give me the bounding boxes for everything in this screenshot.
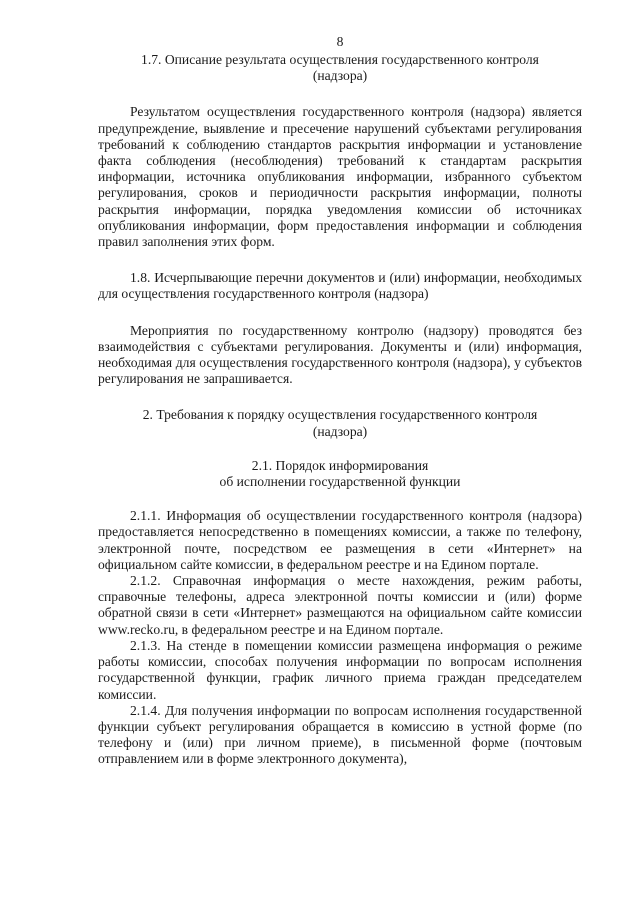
section-2-heading-line2: (надзора) xyxy=(312,423,368,439)
section-1-7-heading-line2: (надзора) xyxy=(312,68,368,84)
section-2-1-heading-line1: 2.1. Порядок информирования xyxy=(251,457,429,473)
paragraph-2-1-2: 2.1.2. Справочная информация о месте нахождения, режим работы, справочные телефоны, адреса электронной почты комиссии и (или) форме обратной связи в сети «Интернет» размещаются на официальном сайте комиссии www.recko.ru, в федеральном реестре и на Едином портале. xyxy=(98,573,582,637)
page-number: 8 xyxy=(336,34,344,49)
section-1-8-paragraph: Мероприятия по государственному контролю (надзору) проводятся без взаимодействия с субъектами регулирования. Документы и (или) информация, необходимая для осуществления государственного контроля (надзора), у субъектов регулирования не запрашивается. xyxy=(98,322,582,387)
section-2-1-heading-line2: об исполнении государственной функции xyxy=(219,474,461,490)
section-1-7-paragraph: Результатом осуществления государственного контроля (надзора) является предупреждение, выявление и пресечение нарушений субъектами регулирования требований к соблюдению стандартов раскрытия информации и установление факта соблюдения (несоблюдения) требований к стандартам раскрытия информации, источника опубликования информации, избранного субъектом регулирования, сроков и периодичности раскрытия информации, полноты раскрытия информации, порядка уведомления комиссии об источниках опубликования информации, форм предоставления информации и соблюдения правил заполнения этих форм. xyxy=(98,104,582,250)
section-2-heading-line1: 2. Требования к порядку осуществления государственного контроля xyxy=(142,407,538,423)
document-page xyxy=(98,34,582,768)
section-1-7-heading-line1: 1.7. Описание результата осуществления государственного контроля xyxy=(141,52,539,67)
paragraph-2-1-4: 2.1.4. Для получения информации по вопросам исполнения государственной функции субъект регулирования обращается в комиссию в устной форме (по телефону и (или) при личном приеме), в письменной форме (почтовым отправлением или в форме электронного документа), xyxy=(98,702,582,767)
section-1-8-heading: 1.8. Исчерпывающие перечни документов и (или) информации, необходимых для осуществления государственного контроля (надзора) xyxy=(98,270,582,302)
paragraph-2-1-3: 2.1.3. На стенде в помещении комиссии размещена информация о режиме работы комиссии, способах получения информации по вопросам исполнения государственной функции, график личного приема граждан председателем комиссии. xyxy=(98,637,582,702)
paragraph-2-1-1: 2.1.1. Информация об осуществлении государственного контроля (надзора) предоставляется непосредственно в помещениях комиссии, а также по телефону, электронной почте, посредством ее размещения в сети «Интернет» на официальном сайте комиссии, в федеральном реестре и на Едином портале. xyxy=(98,508,582,572)
